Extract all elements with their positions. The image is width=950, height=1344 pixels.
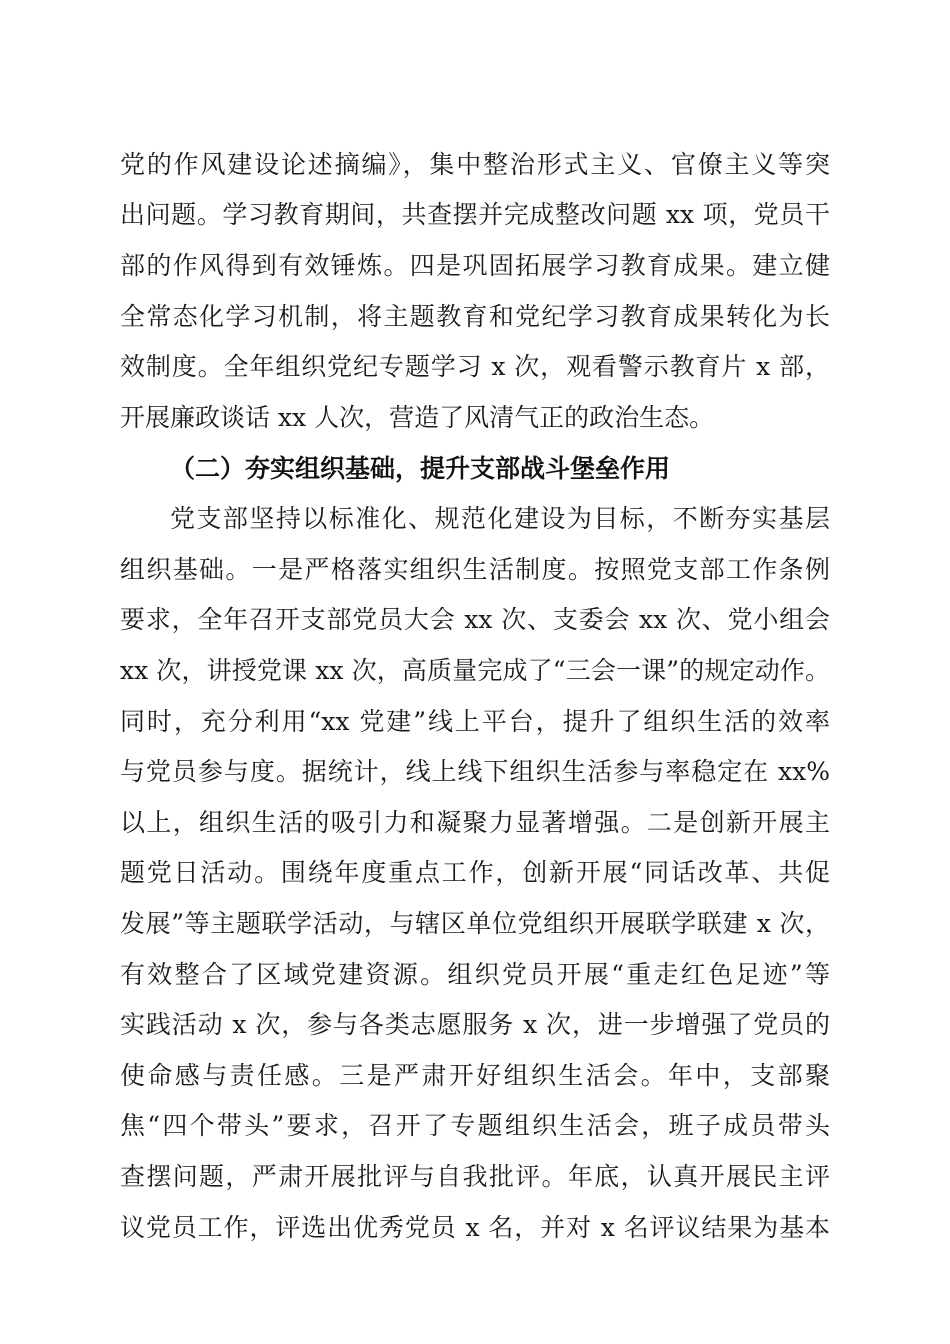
paragraph-line: 党支部坚持以标准化、规范化建设为目标，不断夯实基层 — [170, 504, 830, 533]
section-heading: （二）夯实组织基础，提升支部战斗堡垒作用 — [170, 454, 671, 483]
paragraph-line: 题党日活动。围绕年度重点工作，创新开展“同话改革、共促 — [120, 858, 830, 887]
paragraph-line: 与党员参与度。据统计，线上线下组织生活参与率稳定在 xx% — [120, 757, 830, 786]
paragraph-line: 要求，全年召开支部党员大会 xx 次、支委会 xx 次、党小组会 — [120, 605, 830, 634]
paragraph-line: xx 次，讲授党课 xx 次，高质量完成了“三会一课”的规定动作。 — [120, 656, 830, 685]
paragraph-line: 发展”等主题联学活动，与辖区单位党组织开展联学联建 x 次， — [120, 909, 830, 938]
paragraph-line: 党的作风建设论述摘编》，集中整治形式主义、官僚主义等突 — [120, 150, 830, 179]
paragraph-line: 实践活动 x 次，参与各类志愿服务 x 次，进一步增强了党员的 — [120, 1010, 830, 1039]
paragraph-line: 以上，组织生活的吸引力和凝聚力显著增强。二是创新开展主 — [120, 808, 830, 837]
paragraph-line: 焦“四个带头”要求，召开了专题组织生活会，班子成员带头 — [120, 1111, 830, 1140]
paragraph-line: 部的作风得到有效锤炼。四是巩固拓展学习教育成果。建立健 — [120, 251, 830, 280]
paragraph-line: 议党员工作，评选出优秀党员 x 名，并对 x 名评议结果为基本 — [120, 1213, 830, 1242]
paragraph-line: 效制度。全年组织党纪专题学习 x 次，观看警示教育片 x 部， — [120, 352, 830, 381]
paragraph-line: 开展廉政谈话 xx 人次，营造了风清气正的政治生态。 — [120, 403, 715, 432]
paragraph-line: 组织基础。一是严格落实组织生活制度。按照党支部工作条例 — [120, 555, 830, 584]
paragraph-line: 使命感与责任感。三是严肃开好组织生活会。年中，支部聚 — [120, 1061, 830, 1090]
paragraph-line: 有效整合了区域党建资源。组织党员开展“重走红色足迹”等 — [120, 960, 830, 989]
paragraph-line: 出问题。学习教育期间，共查摆并完成整改问题 xx 项，党员干 — [120, 200, 830, 229]
paragraph-line: 同时，充分利用“xx 党建”线上平台，提升了组织生活的效率 — [120, 707, 830, 736]
paragraph-line: 全常态化学习机制，将主题教育和党纪学习教育成果转化为长 — [120, 302, 830, 331]
paragraph-line: 查摆问题，严肃开展批评与自我批评。年底，认真开展民主评 — [120, 1162, 830, 1191]
